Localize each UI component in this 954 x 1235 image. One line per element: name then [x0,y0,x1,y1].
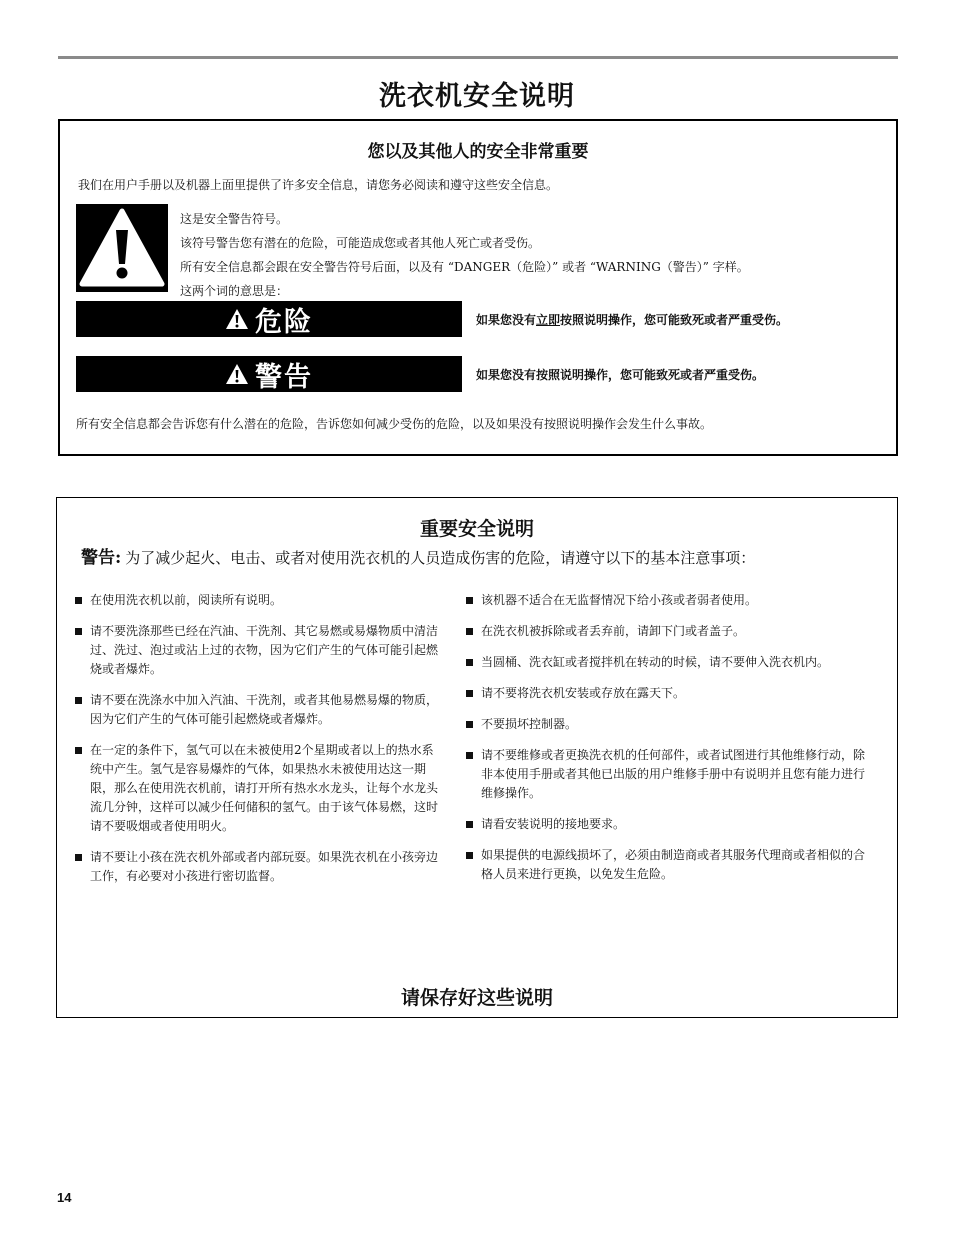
symbol-line: 所有安全信息都会跟在安全警告符号后面，以及有 “DANGER（危险）” 或者 “WARNING（警告）” 字样。 [180,260,749,274]
square-bullet-icon [466,659,473,666]
warning-signal-word: 警告 [255,361,313,393]
safety-box-intro: 我们在用户手册以及机器上面里提供了许多安全信息，请您务必阅读和遵守这些安全信息。 [78,178,559,192]
page-number: 14 [57,1190,72,1205]
square-bullet-icon [466,852,473,859]
safety-info-box [58,119,898,456]
list-item-text: 请看安装说明的接地要求。 [481,817,626,831]
square-bullet-icon [75,697,82,704]
list-item-text: 请不要将洗衣机安装或存放在露天下。 [481,686,686,700]
list-item [466,746,866,803]
danger-desc-part: 按照说明操作，您可能致死或者严重受伤。 [560,313,789,327]
square-bullet-icon [75,597,82,604]
square-bullet-icon [75,747,82,754]
warning-signal-bar [76,356,462,392]
list-item-text: 在使用洗衣机以前，阅读所有说明。 [90,593,283,607]
instructions-right-column [466,591,866,896]
important-instructions-box [56,497,898,1018]
danger-desc-underlined: 立即 [536,313,561,327]
list-item [75,741,445,836]
square-bullet-icon [466,690,473,697]
list-item-text: 不要损坏控制器。 [481,717,578,731]
top-rule [58,56,898,59]
list-item [75,848,445,886]
warning-label: 警告: [81,548,122,568]
symbol-line: 该符号警告您有潜在的危险，可能造成您或者其他人死亡或者受伤。 [180,236,541,250]
list-item-text: 在洗衣机被拆除或者丢弃前，请卸下门或者盖子。 [481,624,746,638]
list-item-text: 该机器不适合在无监督情况下给小孩或者弱者使用。 [481,593,758,607]
list-item [466,715,866,734]
list-item [466,846,866,884]
list-item-text: 请不要维修或者更换洗衣机的任何部件，或者试图进行其他维修行动，除非本使用手册或者其他已出版的用户维修手册中有说明并且您有能力进行维修操作。 [481,748,866,800]
square-bullet-icon [75,854,82,861]
instructions-left-column [75,591,445,898]
warning-triangle-icon [225,363,249,385]
danger-signal-bar [76,301,462,337]
square-bullet-icon [466,721,473,728]
warning-text: 为了减少起火、电击、或者对使用洗衣机的人员造成伤害的危险，请遵守以下的基本注意事项： [125,549,756,567]
page-title: 洗衣机安全说明 [379,81,575,112]
square-bullet-icon [75,628,82,635]
safety-alert-symbol [76,204,168,292]
square-bullet-icon [466,628,473,635]
list-item-text: 在一定的条件下，氢气可以在未被使用2个星期或者以上的热水系统中产生。氢气是容易爆炸的气体，如果热水未被使用达这一期限，那么在使用洗衣机前，请打开所有热水水龙头，让每个水龙头流几分钟，这样可以减少任何储积的氢气。由于该气体易燃，这时请不要吸烟或者使用明火。 [90,743,439,833]
danger-description [476,311,788,328]
symbol-explanation [180,207,749,303]
square-bullet-icon [466,597,473,604]
save-instructions-footer: 请保存好这些说明 [400,987,553,1009]
danger-signal-word: 危险 [255,306,313,338]
list-item-text: 如果提供的电源线损坏了，必须由制造商或者其服务代理商或者相似的合格人员来进行更换，以免发生危险。 [481,848,866,881]
list-item [466,622,866,641]
symbol-line: 这是安全警告符号。 [180,212,289,226]
safety-alert-triangle-icon [76,204,168,292]
list-item [466,815,866,834]
list-item-text: 请不要在洗涤水中加入汽油、干洗剂，或者其他易燃易爆的物质，因为它们产生的气体可能引起燃烧或者爆炸。 [90,693,439,726]
list-item [466,591,866,610]
list-item [466,653,866,672]
list-item [75,691,445,729]
list-item-text: 请不要洗涤那些已经在汽油、干洗剂、其它易燃或易爆物质中清洁过、洗过、泡过或沾上过的衣物，因为它们产生的气体可能引起燃烧或者爆炸。 [90,624,439,676]
symbol-line: 这两个词的意思是： [180,284,289,298]
safety-box-footer: 所有安全信息都会告诉您有什么潜在的危险，告诉您如何减少受伤的危险，以及如果没有按照说明操作会发生什么事故。 [76,417,713,431]
square-bullet-icon [466,821,473,828]
list-item-text: 请不要让小孩在洗衣机外部或者内部玩耍。如果洗衣机在小孩旁边工作，有必要对小孩进行密切监督。 [90,850,439,883]
list-item [75,622,445,679]
danger-desc-part: 如果您没有 [476,313,537,327]
warning-description: 如果您没有按照说明操作，您可能致死或者严重受伤。 [476,368,765,382]
square-bullet-icon [466,752,473,759]
safety-box-heading: 您以及其他人的安全非常重要 [367,142,589,162]
list-item [75,591,445,610]
warning-triangle-icon [225,308,249,330]
instructions-heading: 重要安全说明 [419,518,534,540]
list-item [466,684,866,703]
instructions-warning [81,543,755,568]
list-item-text: 当圆桶、洗衣缸或者搅拌机在转动的时候，请不要伸入洗衣机内。 [481,655,830,669]
